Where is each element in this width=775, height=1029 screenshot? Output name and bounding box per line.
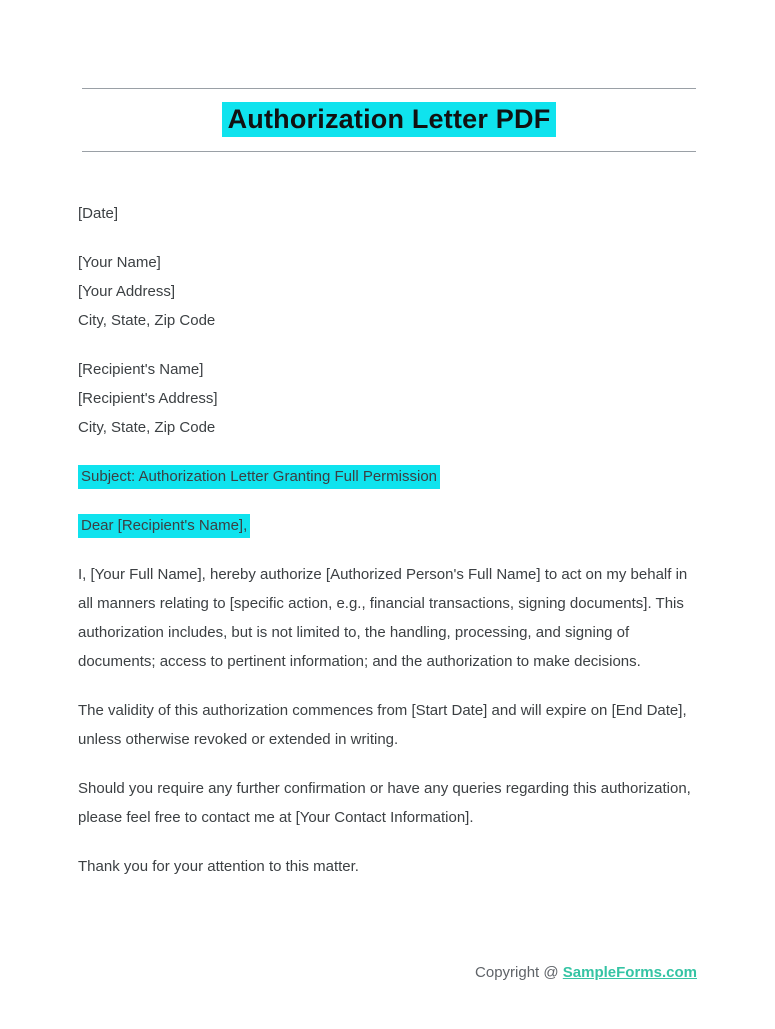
footer: [475, 964, 697, 981]
paragraph-authorization: I, [Your Full Name], hereby authorize [Authorized Person's Full Name] to act on my behalf in all manners relating to [specific action, e.g., financial transactions, signing documents]. This authorization includes, but is not limited to, the handling, processing, and signing of documents; access to pertinent information; and the authorization to make decisions.: [78, 566, 688, 670]
sender-block: [78, 248, 697, 335]
page-title: Authorization Letter PDF: [227, 104, 551, 134]
recipient-city: City, State, Zip Code: [78, 419, 216, 436]
subject-line: Subject: Authorization Letter Granting Full Permission: [78, 465, 440, 489]
paragraph-validity: The validity of this authorization commences from [Start Date] and will expire on [End Date], unless otherwise revoked or extended in writing.: [78, 702, 687, 748]
salutation-line: Dear [Recipient's Name],: [78, 514, 250, 538]
sender-address: [Your Address]: [78, 283, 176, 300]
recipient-name: [Recipient's Name]: [78, 361, 204, 378]
recipient-address: [Recipient's Address]: [78, 390, 218, 407]
date-line: [Date]: [78, 205, 119, 222]
paragraph-contact: Should you require any further confirmation or have any queries regarding this authorization, please feel free to contact me at [Your Contact Information].: [78, 780, 691, 826]
date-block: [78, 199, 697, 228]
subject-block: [78, 462, 697, 491]
sender-name: [Your Name]: [78, 254, 161, 271]
title-block: [82, 88, 696, 152]
letter-body: [78, 199, 697, 881]
salutation-block: [78, 511, 697, 540]
sampleforms-link[interactable]: SampleForms.com: [562, 964, 697, 981]
recipient-block: [78, 355, 697, 442]
sender-city: City, State, Zip Code: [78, 312, 216, 329]
copyright-text: Copyright @: [475, 964, 563, 981]
title-highlight: [222, 102, 557, 137]
paragraph-thanks: Thank you for your attention to this matter.: [78, 858, 359, 875]
